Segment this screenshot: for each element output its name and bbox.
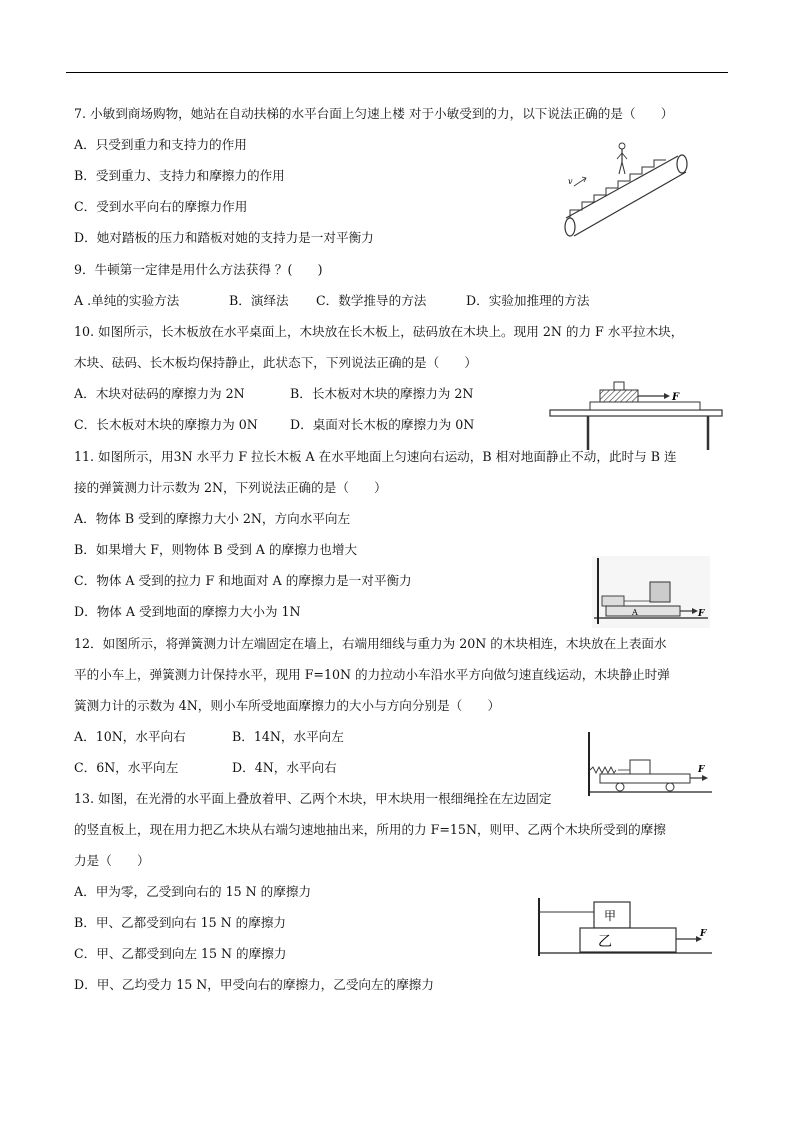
q11-spring-figure xyxy=(592,556,710,628)
q9-option-a: A .单纯的实验方法 xyxy=(74,293,180,308)
q11-block-b xyxy=(650,582,670,602)
q13-option-a: A．甲为零，乙受到向右的 15 N 的摩擦力 xyxy=(74,884,312,899)
q11-option-b: B．如果增大 F，则物体 B 受到 A 的摩擦力也增大 xyxy=(74,542,358,557)
q9-option-d: D．实验加推理的方法 xyxy=(466,293,590,308)
q13-jia-label: 甲 xyxy=(604,909,617,923)
q12-cart-body xyxy=(600,774,690,783)
q11-spring-scale xyxy=(602,596,624,606)
q10-stem-line-2: 木块、砝码、长木板均保持静止，此状态下，下列说法正确的是（ ） xyxy=(74,355,477,370)
q10-option-d: D．桌面对长木板的摩擦力为 0N xyxy=(290,417,475,432)
q13-stem-line-3: 力是（ ） xyxy=(74,853,150,868)
q11-force-label: F xyxy=(698,609,705,619)
q12-option-a: A．10N，水平向右 xyxy=(74,729,186,744)
q12-option-c: C．6N，水平向左 xyxy=(74,760,179,775)
q13-option-b: B．甲、乙都受到向右 15 N 的摩擦力 xyxy=(74,915,287,930)
q13-force-label: F xyxy=(700,929,707,939)
q10-stem-line-1: 10. 如图所示，长木板放在水平桌面上，木块放在长木板上，砝码放在木块上。现用 2N 的力 F 水平拉木块， xyxy=(74,324,684,339)
q7-option-a: A．只受到重力和支持力的作用 xyxy=(74,137,247,152)
q13-stem-line-2: 的竖直板上，现在用力把乙木块从右端匀速地抽出来，所用的力 F=15N，则甲、乙两个木块所受到的摩擦 xyxy=(74,822,666,837)
q13-option-c: C．甲、乙都受到向左 15 N 的摩擦力 xyxy=(74,946,287,961)
q7-person-head xyxy=(619,143,625,149)
q7-option-d: D．她对踏板的压力和踏板对她的支持力是一对平衡力 xyxy=(74,230,374,245)
q9-option-c: C．数学推导的方法 xyxy=(316,293,427,308)
q11-option-c: C．物体 A 受到的拉力 F 和地面对 A 的摩擦力是一对平衡力 xyxy=(74,573,412,588)
q7-stem: 7. 小敏到商场购物，她站在自动扶梯的水平台面上匀速上楼 对于小敏受到的力，以下说法正确的是（ ） xyxy=(74,106,674,121)
q13-option-d: D．甲、乙均受力 15 N，甲受向右的摩擦力，乙受向左的摩擦力 xyxy=(74,977,434,992)
q12-force-label: F xyxy=(698,765,705,775)
q12-stem-line-3: 簧测力计的示数为 4N，则小车所受地面摩擦力的大小与方向分别是（ ） xyxy=(74,698,501,713)
q10-table-top xyxy=(550,410,722,416)
q10-option-c: C．长木板对木块的摩擦力为 0N xyxy=(74,417,258,432)
q10-table-figure xyxy=(548,372,726,452)
q10-option-a: A．木块对砝码的摩擦力为 2N xyxy=(74,386,245,401)
q11-option-d: D．物体 A 受到地面的摩擦力大小为 1N xyxy=(74,604,301,619)
q12-option-b: B．14N，水平向左 xyxy=(232,729,344,744)
q12-wood-block xyxy=(630,760,650,774)
q10-wood-block xyxy=(600,390,638,402)
q10-force-label: F xyxy=(672,392,680,403)
q11-board-a xyxy=(606,606,680,616)
q12-wheel-left xyxy=(616,783,624,791)
q9-stem: 9．牛顿第一定律是用什么方法获得 ？( ) xyxy=(74,262,323,277)
q12-wheel-right xyxy=(666,783,674,791)
q10-long-board xyxy=(590,402,700,410)
q12-stem-line-1: 12．如图所示，将弹簧测力计左端固定在墙上，右端用细线与重力为 20N 的木块相连，木块放在上表面水 xyxy=(74,636,667,651)
q12-cart-figure xyxy=(586,730,714,798)
q13-stacked-blocks-figure xyxy=(536,894,714,958)
header-rule xyxy=(66,72,728,73)
q10-option-b: B．长木板对木块的摩擦力为 2N xyxy=(290,386,474,401)
q9-option-b: B．演绎法 xyxy=(229,293,289,308)
q13-stem-line-1: 13. 如图，在光滑的水平面上叠放着甲、乙两个木块，甲木块用一根细绳拴在左边固定 xyxy=(74,791,552,806)
q12-stem-line-2: 平的小车上，弹簧测力计保持水平，现用 F=10N 的力拉动小车沿水平方向做匀速直线运动，木块静止时弹 xyxy=(74,667,670,682)
q7-option-b: B．受到重力、支持力和摩擦力的作用 xyxy=(74,168,285,183)
q13-block-yi xyxy=(580,928,676,952)
q11-stem-line-1: 11. 如图所示，用3N 水平力 F 拉长木板 A 在水平地面上匀速向右运动，B 相对地面静止不动，此时与 B 连 xyxy=(74,449,677,464)
q11-stem-line-2: 接的弹簧测力计示数为 2N，下列说法正确的是（ ） xyxy=(74,480,387,495)
q12-spring xyxy=(590,767,616,773)
q11-board-label: A xyxy=(632,608,638,617)
q7-escalator-figure xyxy=(560,140,690,240)
q12-option-d: D．4N，水平向右 xyxy=(232,760,337,775)
q13-yi-label: 乙 xyxy=(598,934,612,950)
q11-option-a: A．物体 B 受到的摩擦力大小 2N，方向水平向左 xyxy=(74,511,351,526)
q7-velocity-label: v xyxy=(568,177,573,186)
q7-option-c: C．受到水平向右的摩擦力作用 xyxy=(74,199,248,214)
q10-weight xyxy=(614,382,624,390)
